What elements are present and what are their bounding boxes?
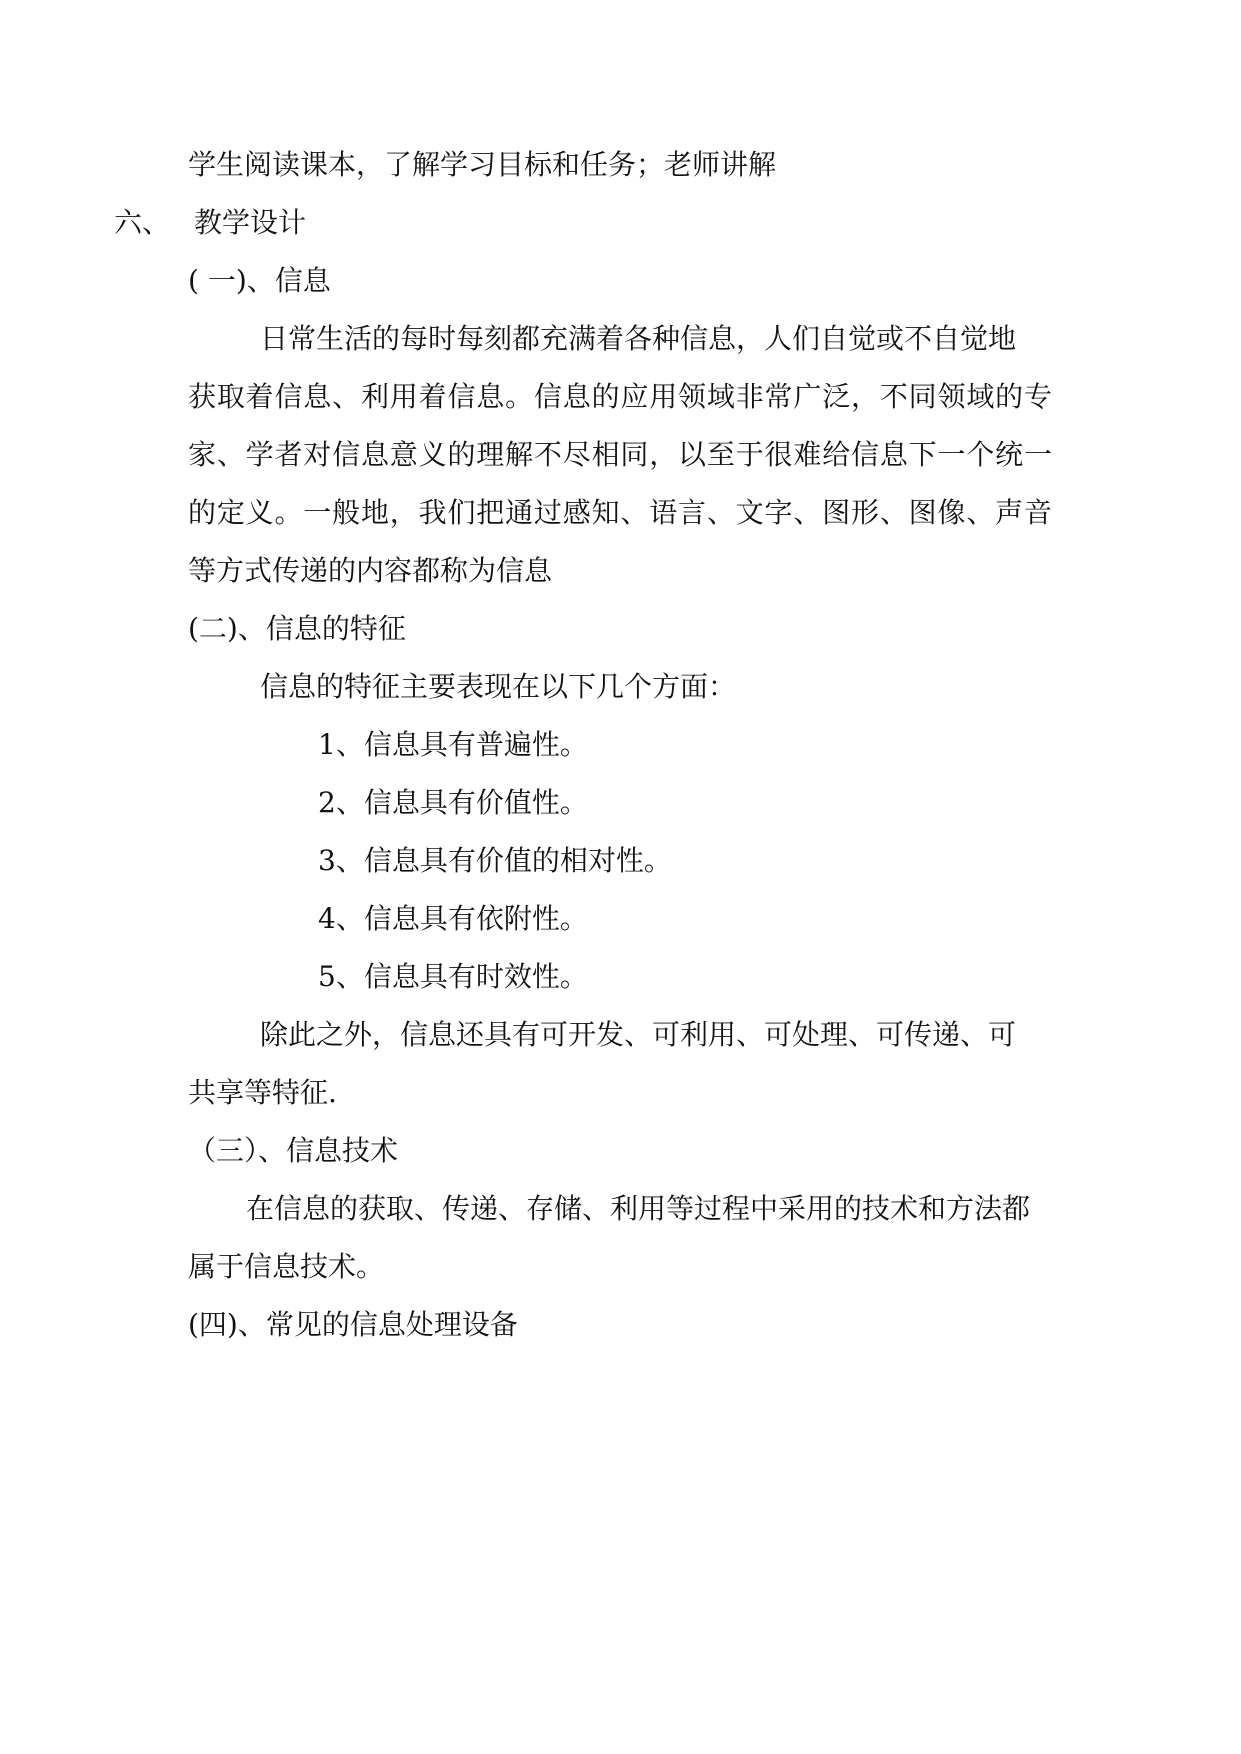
part4-heading: (四)、常见的信息处理设备 (188, 1308, 518, 1341)
section-six-title: 教学设计 (194, 206, 307, 239)
feature-item: 1、信息具有普遍性。 (318, 728, 588, 761)
part3-heading: （三）、信息技术 (188, 1134, 399, 1167)
feature-item: 5、信息具有时效性。 (318, 960, 588, 993)
section-six-number: 六、 (114, 206, 171, 239)
part1-paragraph-line: 日常生活的每时每刻都充满着各种信息，人们自觉或不自觉地 (260, 322, 1017, 355)
part3-paragraph-line: 属于信息技术。 (188, 1250, 385, 1283)
part2-extra-line: 除此之外，信息还具有可开发、可利用、可处理、可传递、可 (260, 1018, 1017, 1051)
part2-extra-line: 共享等特征. (188, 1076, 337, 1109)
feature-item: 2、信息具有价值性。 (318, 786, 588, 819)
part2-heading: (二)、信息的特征 (188, 612, 406, 645)
part1-paragraph-line: 的定义。一般地，我们把通过感知、语言、文字、图形、图像、声音 (188, 496, 1052, 529)
part1-paragraph-line: 等方式传递的内容都称为信息 (188, 554, 553, 587)
intro-line: 学生阅读课本，了解学习目标和任务；老师讲解 (188, 148, 777, 181)
part2-lead: 信息的特征主要表现在以下几个方面： (260, 670, 737, 703)
part1-heading: ( 一)、信息 (188, 264, 331, 297)
part3-paragraph-line: 在信息的获取、传递、存储、利用等过程中采用的技术和方法都 (246, 1192, 1031, 1225)
feature-item: 4、信息具有依附性。 (318, 902, 588, 935)
part1-paragraph-line: 获取着信息、利用着信息。信息的应用领域非常广泛，不同领域的专 (188, 380, 1052, 413)
feature-item: 3、信息具有价值的相对性。 (318, 844, 672, 877)
part1-paragraph-line: 家、学者对信息意义的理解不尽相同，以至于很难给信息下一个统一 (188, 438, 1052, 471)
